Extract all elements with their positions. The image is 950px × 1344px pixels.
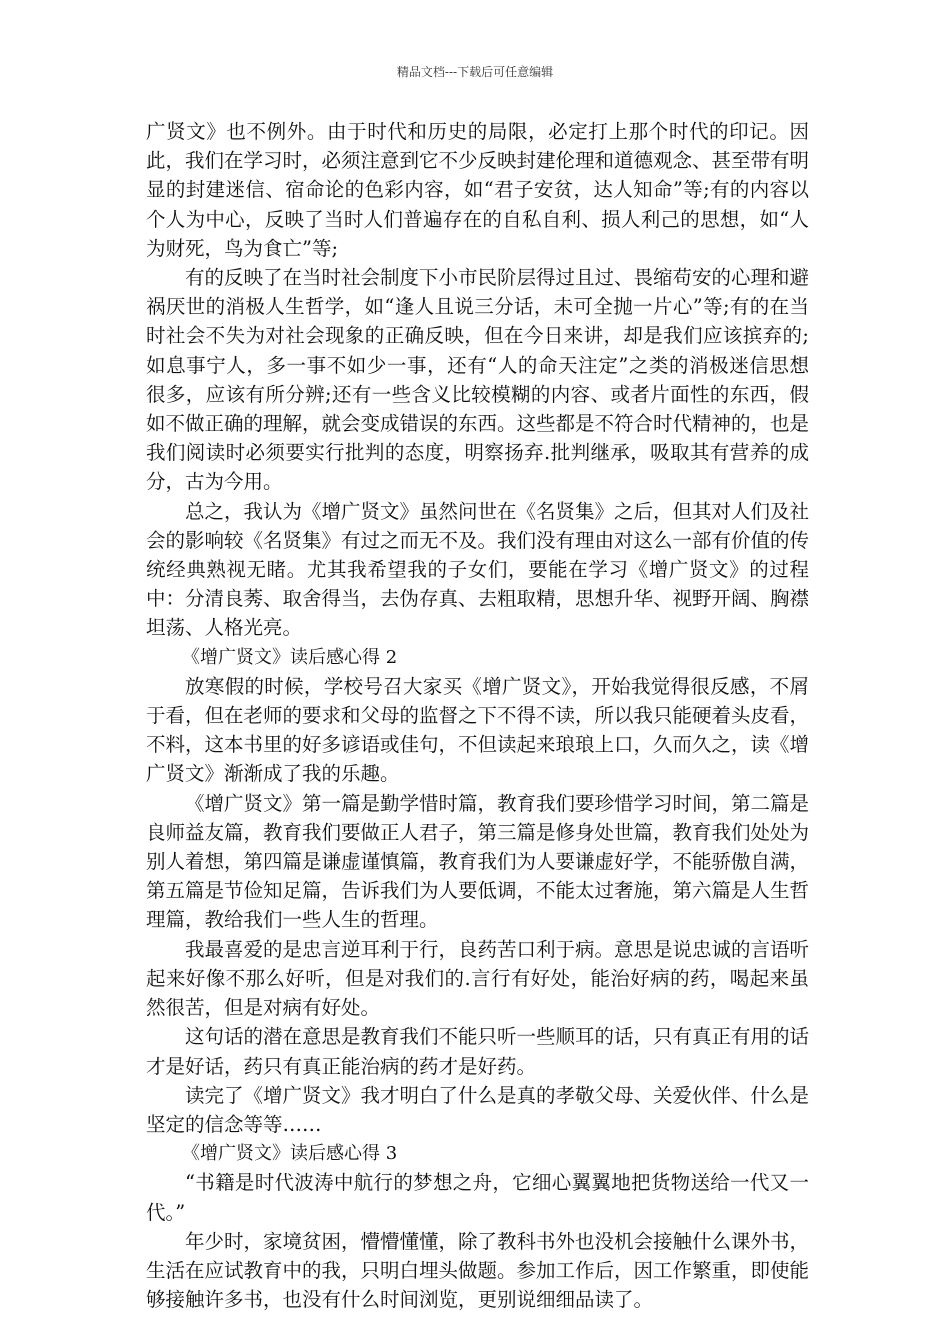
- paragraph-9: 年少时，家境贫困，懵懵懂懂，除了教科书外也没机会接触什么课外书，生活在应试教育中的我，只明白埋头做题。参加工作后，因工作繁重，即使能够接触许多书，也没有什么时间浏览，更别说细细品读了。: [146, 1229, 810, 1312]
- paragraph-8: 读完了《增广贤文》我才明白了什么是真的孝敬父母、关爱伙伴、什么是坚定的信念等等……: [146, 1083, 810, 1136]
- paragraph-1: 广贤文》也不例外。由于时代和历史的局限，必定打上那个时代的印记。因此，我们在学习时，必须注意到它不少反映封建伦理和道德观念、甚至带有明显的封建迷信、宿命论的色彩内容，如“君子安贫，达人知命”等;有的内容以个人为中心，反映了当时人们普遍存在的自私自利、损人利己的思想，如“人为财死，鸟为食亡”等;: [146, 120, 810, 260]
- section-title-2: 《增广贤文》读后感心得 2: [182, 646, 398, 668]
- paragraph-5: 《增广贤文》第一篇是勤学惜时篇，教育我们要珍惜学习时间，第二篇是良师益友篇，教育我们要做正人君子，第三篇是修身处世篇，教育我们处处为别人着想，第四篇是谦虚谨慎篇，教育我们为人要谦虚好学，不能骄傲自满，第五篇是节俭知足篇，告诉我们为人要低调，不能太过奢施，第六篇是人生哲理篇，教给我们一些人生的哲理。: [146, 791, 810, 932]
- section-title-3: 《增广贤文》读后感心得 3: [182, 1143, 398, 1165]
- paragraph-3: 总之，我认为《增广贤文》虽然问世在《名贤集》之后，但其对人们及社会的影响较《名贤集》有过之而无不及。我们没有理由对这么一部有价值的传统经典熟视无睹。尤其我希望我的子女们，要能在学习《增广贤文》的过程中：分清良莠、取舍得当，去伪存真、去粗取精，思想升华、视野开阔、胸襟坦荡、人格光亮。: [146, 499, 810, 640]
- paragraph-6: 我最喜爱的是忠言逆耳利于行，良药苦口利于病。意思是说忠诚的言语听起来好像不那么好听，但是对我们的.言行有好处，能治好病的药，喝起来虽然很苦，但是对病有好处。: [146, 937, 810, 1020]
- paragraph-7: 这句话的潜在意思是教育我们不能只听一些顺耳的话，只有真正有用的话才是好话，药只有真正能治病的药才是好药。: [146, 1025, 810, 1078]
- paragraph-2: 有的反映了在当时社会制度下小市民阶层得过且过、畏缩苟安的心理和避祸厌世的消极人生哲学，如“逢人且说三分话，未可全抛一片心”等;有的在当时社会不失为对社会现象的正确反映，但在今日来讲，却是我们应该摈弃的;如息事宁人，多一事不如少一事，还有“人的命天注定”之类的消极迷信思想很多，应该有所分辨;还有一些含义比较模糊的内容、或者片面性的东西，假如不做正确的理解，就会变成错误的东西。这些都是不符合时代精神的，也是我们阅读时必须要实行批判的态度，明察扬弃.批判继承，吸取其有营养的成分，古为今用。: [146, 266, 810, 494]
- quote-paragraph: “书籍是时代波涛中航行的梦想之舟，它细心翼翼地把货物送给一代又一代。”: [146, 1171, 809, 1224]
- paragraph-4: 放寒假的时候，学校号召大家买《增广贤文》，开始我觉得很反感，不屑于看，但在老师的要求和父母的监督之下不得不读，所以我只能硬着头皮看，不料，这本书里的好多谚语或佳句，不但读起来琅琅上口，久而久之，读《增广贤文》渐渐成了我的乐趣。: [146, 674, 810, 786]
- page-header: 精品文档---下载后可任意编辑: [396, 65, 554, 79]
- document-body: [146, 117, 809, 1314]
